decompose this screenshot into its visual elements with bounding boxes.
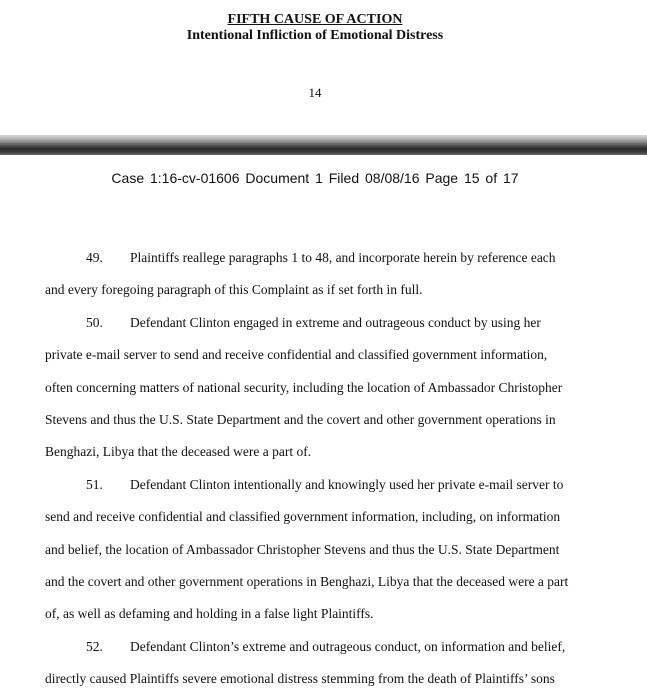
paragraph-line xyxy=(45,631,600,663)
cause-of-action-title: FIFTH CAUSE OF ACTION xyxy=(227,12,403,27)
paragraph-line: and belief, the location of Ambassador Christopher Stevens and thus the U.S. State Department xyxy=(45,541,560,557)
paragraph-number: 51. xyxy=(86,476,103,492)
case-header: Case 1:16-cv-01606 Document 1 Filed 08/08/16 Page 15 of 17 xyxy=(111,170,519,186)
paragraph-number: 49. xyxy=(86,250,103,265)
paragraph-line: of, as well as defaming and holding in a false light Plaintiffs. xyxy=(45,606,374,622)
paragraph-50 xyxy=(45,307,600,469)
paragraph-49 xyxy=(45,242,600,307)
paragraph-text: Defendant Clinton’s extreme and outrageous conduct, on information and belief, xyxy=(130,638,566,654)
paragraph-line: Benghazi, Libya that the deceased were a part of. xyxy=(45,444,312,460)
cause-of-action-subtitle: Intentional Infliction of Emotional Distress xyxy=(186,28,444,43)
paragraph-number: 50. xyxy=(86,314,103,330)
paragraph-line: private e-mail server to send and receive confidential and classified government information, xyxy=(45,347,548,363)
paragraph-line: Stevens and thus the U.S. State Department and the covert and other government operations in xyxy=(45,412,556,428)
paragraph-51 xyxy=(45,469,600,631)
paragraph-line xyxy=(45,242,600,274)
paragraph-52 xyxy=(45,631,600,696)
paragraph-text: Plaintiffs reallege paragraphs 1 to 48, and incorporate herein by reference each xyxy=(130,250,556,265)
paragraph-line: and every foregoing paragraph of this Complaint as if set forth in full. xyxy=(45,282,423,298)
paragraph-number: 52. xyxy=(86,638,103,654)
paragraph-text: Defendant Clinton engaged in extreme and outrageous conduct by using her xyxy=(130,314,541,330)
paragraph-line: and the covert and other government operations in Benghazi, Libya that the deceased were a part xyxy=(45,574,569,590)
paragraph-line: directly caused Plaintiffs severe emotional distress stemming from the death of Plaintiffs’ sons xyxy=(45,671,555,687)
page-break-divider xyxy=(0,135,647,155)
paragraph-line: send and receive confidential and classified government information, including, on information xyxy=(45,509,561,525)
paragraph-line: often concerning matters of national security, including the location of Ambassador Christopher xyxy=(45,379,563,395)
paragraph-text: Defendant Clinton intentionally and knowingly used her private e-mail server to xyxy=(130,476,564,492)
paragraph-line xyxy=(45,307,600,339)
paragraph-line xyxy=(45,469,600,501)
page-number: 14 xyxy=(308,85,322,100)
complaint-body xyxy=(45,242,600,696)
